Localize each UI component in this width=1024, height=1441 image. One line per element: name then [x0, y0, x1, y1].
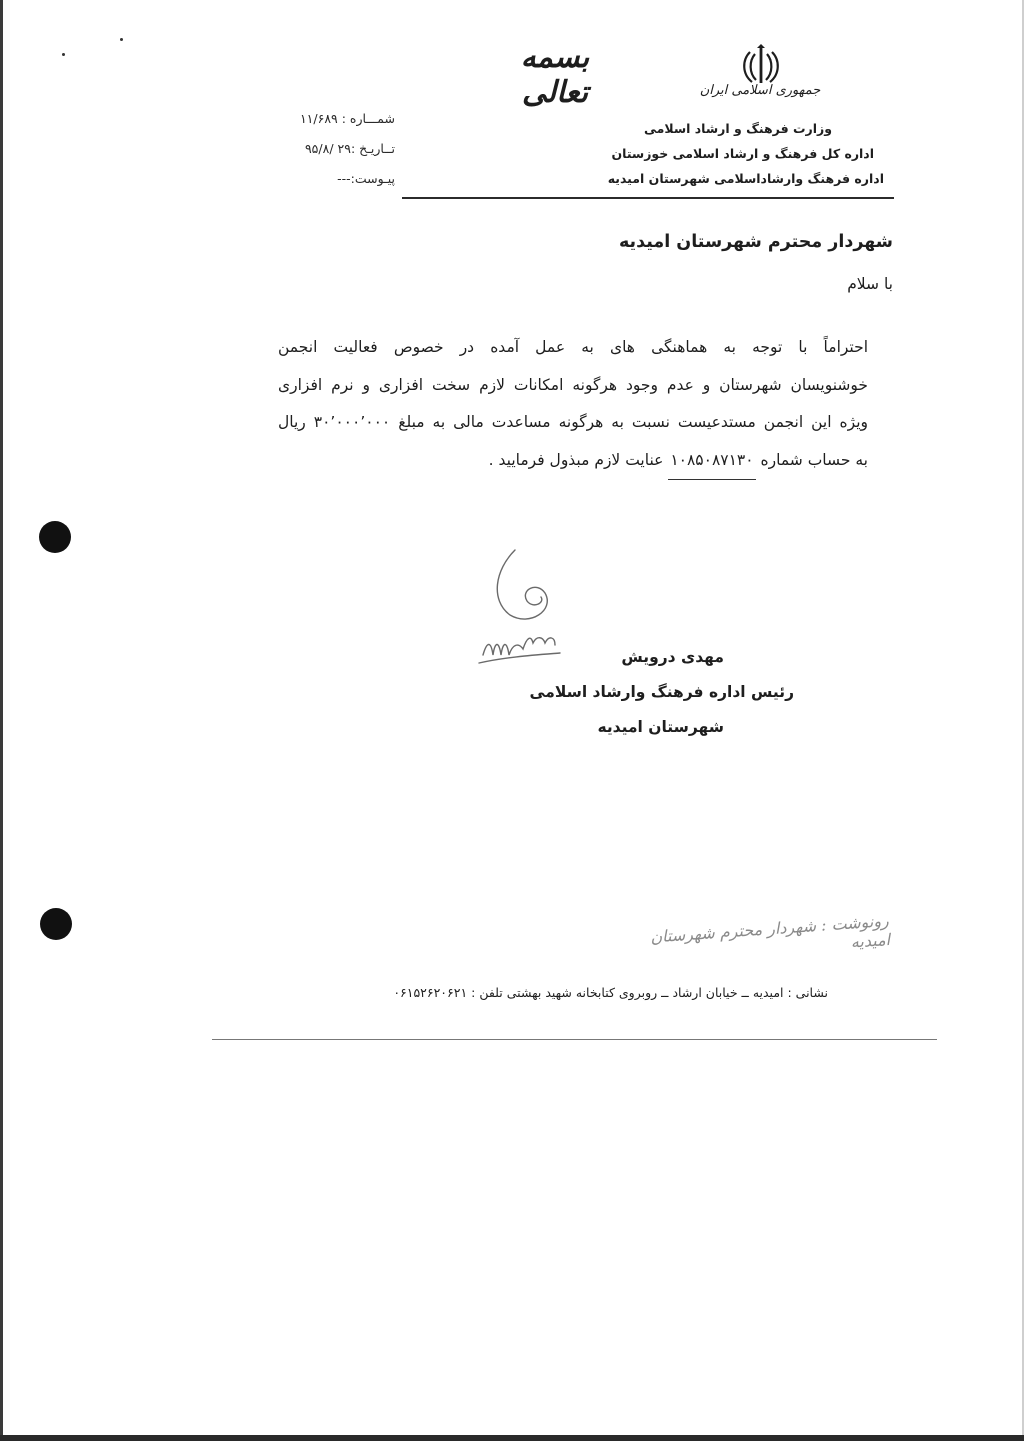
body-line-last: [278, 442, 868, 481]
body-line: خوشنویسان شهرستان و عدم وجود هرگونه امکانات لازم سخت افزاری و نرم افزاری: [278, 375, 868, 394]
provincial-office-name: اداره کل فرهنگ و ارشاد اسلامی خوزستان: [611, 146, 874, 161]
handwritten-copy-note: رونوشت : شهردار محترم شهرستان امیدیه: [649, 910, 891, 952]
letter-number: شمـــاره : ۱۱/۶۸۹: [299, 111, 395, 126]
body-line: ویژه این انجمن مستدعیست نسبت به هرگونه مساعدت مالی به مبلغ ۳۰٬۰۰۰٬۰۰۰ ریال: [278, 413, 868, 431]
issuing-office-block: [574, 116, 884, 191]
letter-attachment: پیـوست:---: [337, 171, 395, 186]
letter-body: [278, 329, 868, 480]
signatory-name: مهدی درویش: [621, 648, 724, 666]
scan-bottom-edge: [0, 1435, 1024, 1441]
scan-left-edge: [0, 0, 3, 1441]
scan-speck: [62, 53, 65, 56]
footer-address: نشانی : امیدیه ــ خیابان ارشاد ــ روبروی کتابخانه شهید بهشتی تلفن : ۰۶۱۵۲۶۲۰۶۲۱: [393, 985, 828, 1000]
signatory-block: [404, 640, 794, 745]
signatory-title: رئیس اداره فرهنگ وارشاد اسلامی: [529, 683, 794, 701]
letter-date: تــاریـخ :۲۹ /۹۵/۸: [304, 141, 395, 156]
scan-speck: [120, 38, 123, 41]
iran-emblem-icon: [740, 44, 782, 86]
header-divider: [402, 197, 894, 199]
footer-divider: [212, 1039, 937, 1040]
republic-title: جمهوری اسلامی ایران: [699, 83, 821, 98]
addressee: شهردار محترم شهرستان امیدیه: [618, 232, 893, 252]
signatory-city: شهرستان امیدیه: [597, 718, 724, 736]
account-prefix: به حساب شماره: [760, 450, 868, 469]
request-closing: عنایت لازم مبذول فرمایید .: [488, 450, 664, 469]
letter-meta: [270, 104, 395, 194]
bismillah-heading: بسمه تعالی: [520, 40, 590, 110]
account-number: ۱۰۸۵۰۸۷۱۳۰: [668, 442, 755, 481]
punch-hole: [39, 521, 71, 553]
body-line: احتراماً با توجه به هماهنگی های به عمل آمده در خصوص فعالیت انجمن: [278, 338, 868, 356]
county-office-name: اداره فرهنگ وارشاداسلامی شهرستان امیدیه: [607, 171, 884, 186]
greeting: با سلام: [847, 275, 893, 293]
punch-hole: [40, 908, 72, 940]
ministry-name: وزارت فرهنگ و ارشاد اسلامی: [643, 121, 832, 136]
